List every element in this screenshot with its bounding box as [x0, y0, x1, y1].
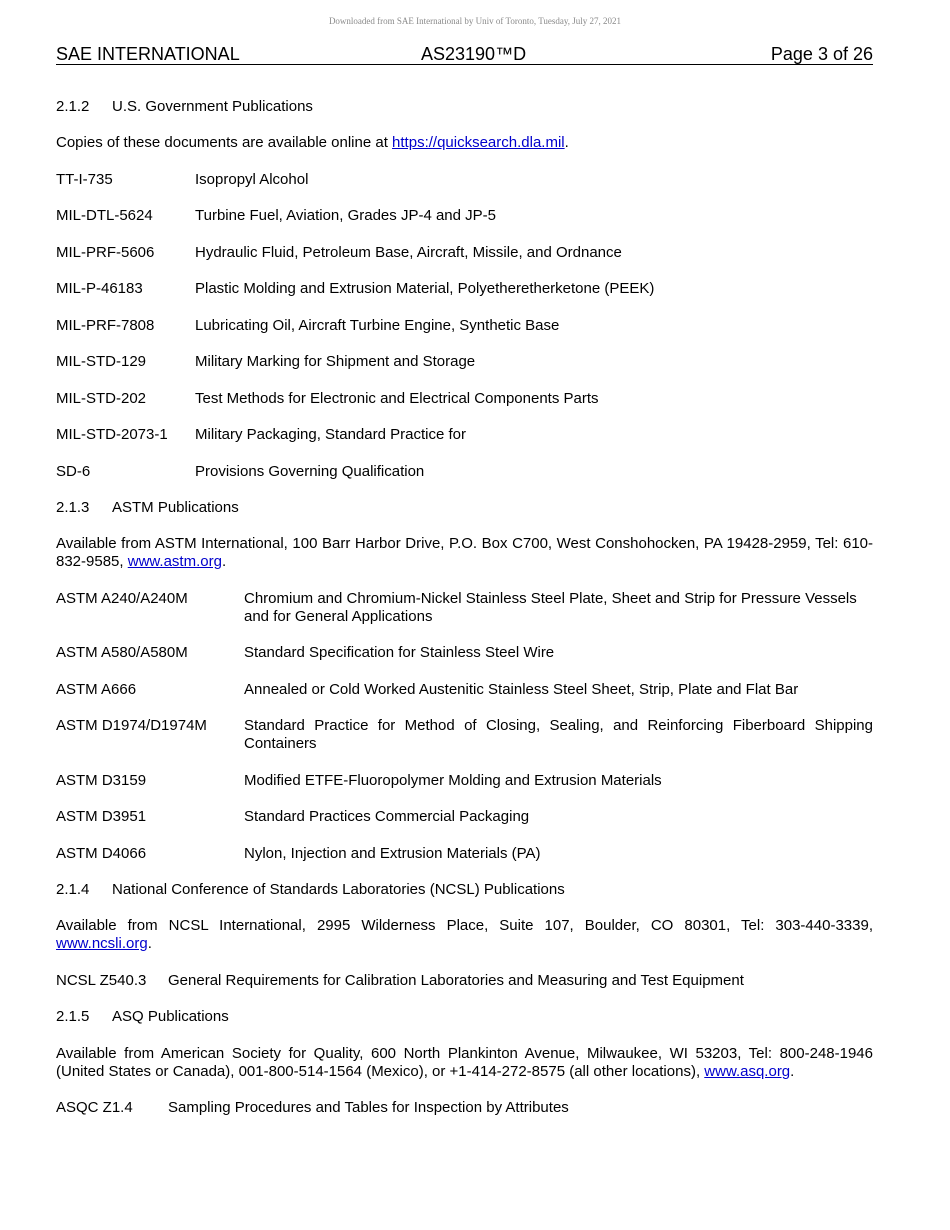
reference-code: ASTM A666 [56, 681, 137, 698]
reference-title: Modified ETFE-Fluoropolymer Molding and Extrusion Materials [244, 772, 662, 789]
section-number: 2.1.4 [56, 881, 90, 898]
reference-title: Military Packaging, Standard Practice for [195, 426, 466, 443]
reference-row [56, 244, 873, 262]
section-intro-2-1-2 [56, 134, 873, 152]
reference-row [56, 717, 873, 753]
reference-title: Plastic Molding and Extrusion Material, Polyetheretherketone (PEEK) [195, 280, 655, 297]
reference-row [56, 644, 873, 662]
intro-text: Available from American Society for Quality, 600 North Plankinton Avenue, Milwaukee, WI 53203, Tel: 800-248-1946 (United States or Canada), 001-800-514-1564 (Mexico), or +1-414-272-8575 (all other locations), [56, 1045, 873, 1080]
reference-title: Standard Practices Commercial Packaging [244, 808, 530, 825]
section-heading-2-1-5 [56, 1008, 873, 1026]
intro-period: . [221, 553, 227, 570]
section-heading-2-1-3 [56, 499, 873, 517]
reference-code: ASQC Z1.4 [56, 1099, 133, 1116]
reference-row [56, 590, 873, 626]
reference-row [56, 463, 873, 481]
quicksearch-link[interactable]: https://quicksearch.dla.mil [392, 134, 565, 151]
reference-row [56, 353, 873, 371]
reference-code: MIL-PRF-5606 [56, 244, 155, 261]
reference-code: MIL-PRF-7808 [56, 317, 155, 334]
reference-code: ASTM A580/A580M [56, 644, 188, 661]
reference-row [56, 972, 873, 990]
section-intro-2-1-5 [56, 1045, 873, 1081]
intro-text: Available from ASTM International, 100 Barr Harbor Drive, P.O. Box C700, West Conshohocken, PA 19428-2959, Tel: 610-832-9585, [56, 535, 873, 570]
reference-code: NCSL Z540.3 [56, 972, 147, 989]
reference-code: MIL-STD-129 [56, 353, 147, 370]
reference-code: ASTM D4066 [56, 845, 147, 862]
reference-row [56, 171, 873, 189]
reference-row [56, 845, 873, 863]
reference-code: ASTM D3951 [56, 808, 147, 825]
page-header [56, 44, 873, 65]
intro-period: . [147, 935, 152, 952]
reference-code: ASTM A240/A240M [56, 590, 188, 607]
download-watermark: Downloaded from SAE International by Univ of Toronto, Tuesday, July 27, 2021 [328, 16, 622, 26]
reference-title: Test Methods for Electronic and Electrical Components Parts [195, 390, 599, 407]
reference-title: Nylon, Injection and Extrusion Materials (PA) [244, 845, 541, 862]
section-heading-2-1-4 [56, 881, 873, 899]
reference-title: Military Marking for Shipment and Storage [195, 353, 476, 370]
reference-title: Provisions Governing Qualification [195, 463, 425, 480]
reference-title: Sampling Procedures and Tables for Inspection by Attributes [168, 1099, 569, 1116]
reference-row [56, 681, 873, 699]
asq-link[interactable]: www.asq.org [704, 1063, 791, 1080]
reference-code: ASTM D3159 [56, 772, 147, 789]
reference-code: MIL-STD-202 [56, 390, 147, 407]
reference-row [56, 317, 873, 335]
reference-row [56, 390, 873, 408]
reference-title: Annealed or Cold Worked Austenitic Stainless Steel Sheet, Strip, Plate and Flat Bar [244, 681, 799, 698]
section-title: ASQ Publications [112, 1008, 229, 1025]
section-intro-2-1-4 [56, 917, 873, 953]
intro-text: Available from NCSL International, 2995 Wilderness Place, Suite 107, Boulder, CO 80301, Tel: 303-440-3339, [56, 917, 873, 934]
section-number: 2.1.3 [56, 499, 90, 516]
astm-link[interactable]: www.astm.org [127, 553, 222, 570]
section-title: ASTM Publications [112, 499, 239, 516]
reference-title: Standard Practice for Method of Closing, Sealing, and Reinforcing Fiberboard Shipping Containers [244, 717, 873, 752]
section-intro-2-1-3 [56, 535, 873, 571]
reference-row [56, 280, 873, 298]
reference-title: Chromium and Chromium-Nickel Stainless Steel Plate, Sheet and Strip for Pressure Vessels and for General Applications [244, 590, 857, 625]
header-org: SAE INTERNATIONAL [56, 44, 240, 64]
intro-period: . [790, 1063, 795, 1080]
reference-title: Turbine Fuel, Aviation, Grades JP-4 and JP-5 [195, 207, 496, 224]
intro-text: Copies of these documents are available online at [56, 134, 393, 151]
reference-title: Hydraulic Fluid, Petroleum Base, Aircraft, Missile, and Ordnance [195, 244, 622, 261]
reference-row [56, 808, 873, 826]
ncsli-link[interactable]: www.ncsli.org [56, 935, 148, 952]
section-title: National Conference of Standards Laboratories (NCSL) Publications [112, 881, 565, 898]
section-heading-2-1-2 [56, 98, 873, 116]
intro-period: . [564, 134, 569, 151]
section-number: 2.1.2 [56, 98, 90, 115]
section-title: U.S. Government Publications [112, 98, 313, 115]
reference-title: Lubricating Oil, Aircraft Turbine Engine, Synthetic Base [195, 317, 560, 334]
section-number: 2.1.5 [56, 1008, 90, 1025]
reference-title: Standard Specification for Stainless Steel Wire [244, 644, 555, 661]
reference-code: MIL-STD-2073-1 [56, 426, 168, 443]
header-page-number: Page 3 of 26 [770, 44, 873, 64]
reference-code: SD-6 [56, 463, 91, 480]
reference-row [56, 772, 873, 790]
reference-code: MIL-DTL-5624 [56, 207, 153, 224]
reference-row [56, 1099, 873, 1117]
reference-code: ASTM D1974/D1974M [56, 717, 207, 734]
reference-row [56, 207, 873, 225]
reference-row [56, 426, 873, 444]
header-doc-number: AS23190™D [421, 44, 527, 64]
reference-title: General Requirements for Calibration Laboratories and Measuring and Test Equipment [168, 972, 744, 989]
reference-code: MIL-P-46183 [56, 280, 143, 297]
reference-code: TT-I-735 [56, 171, 113, 188]
reference-title: Isopropyl Alcohol [195, 171, 309, 188]
